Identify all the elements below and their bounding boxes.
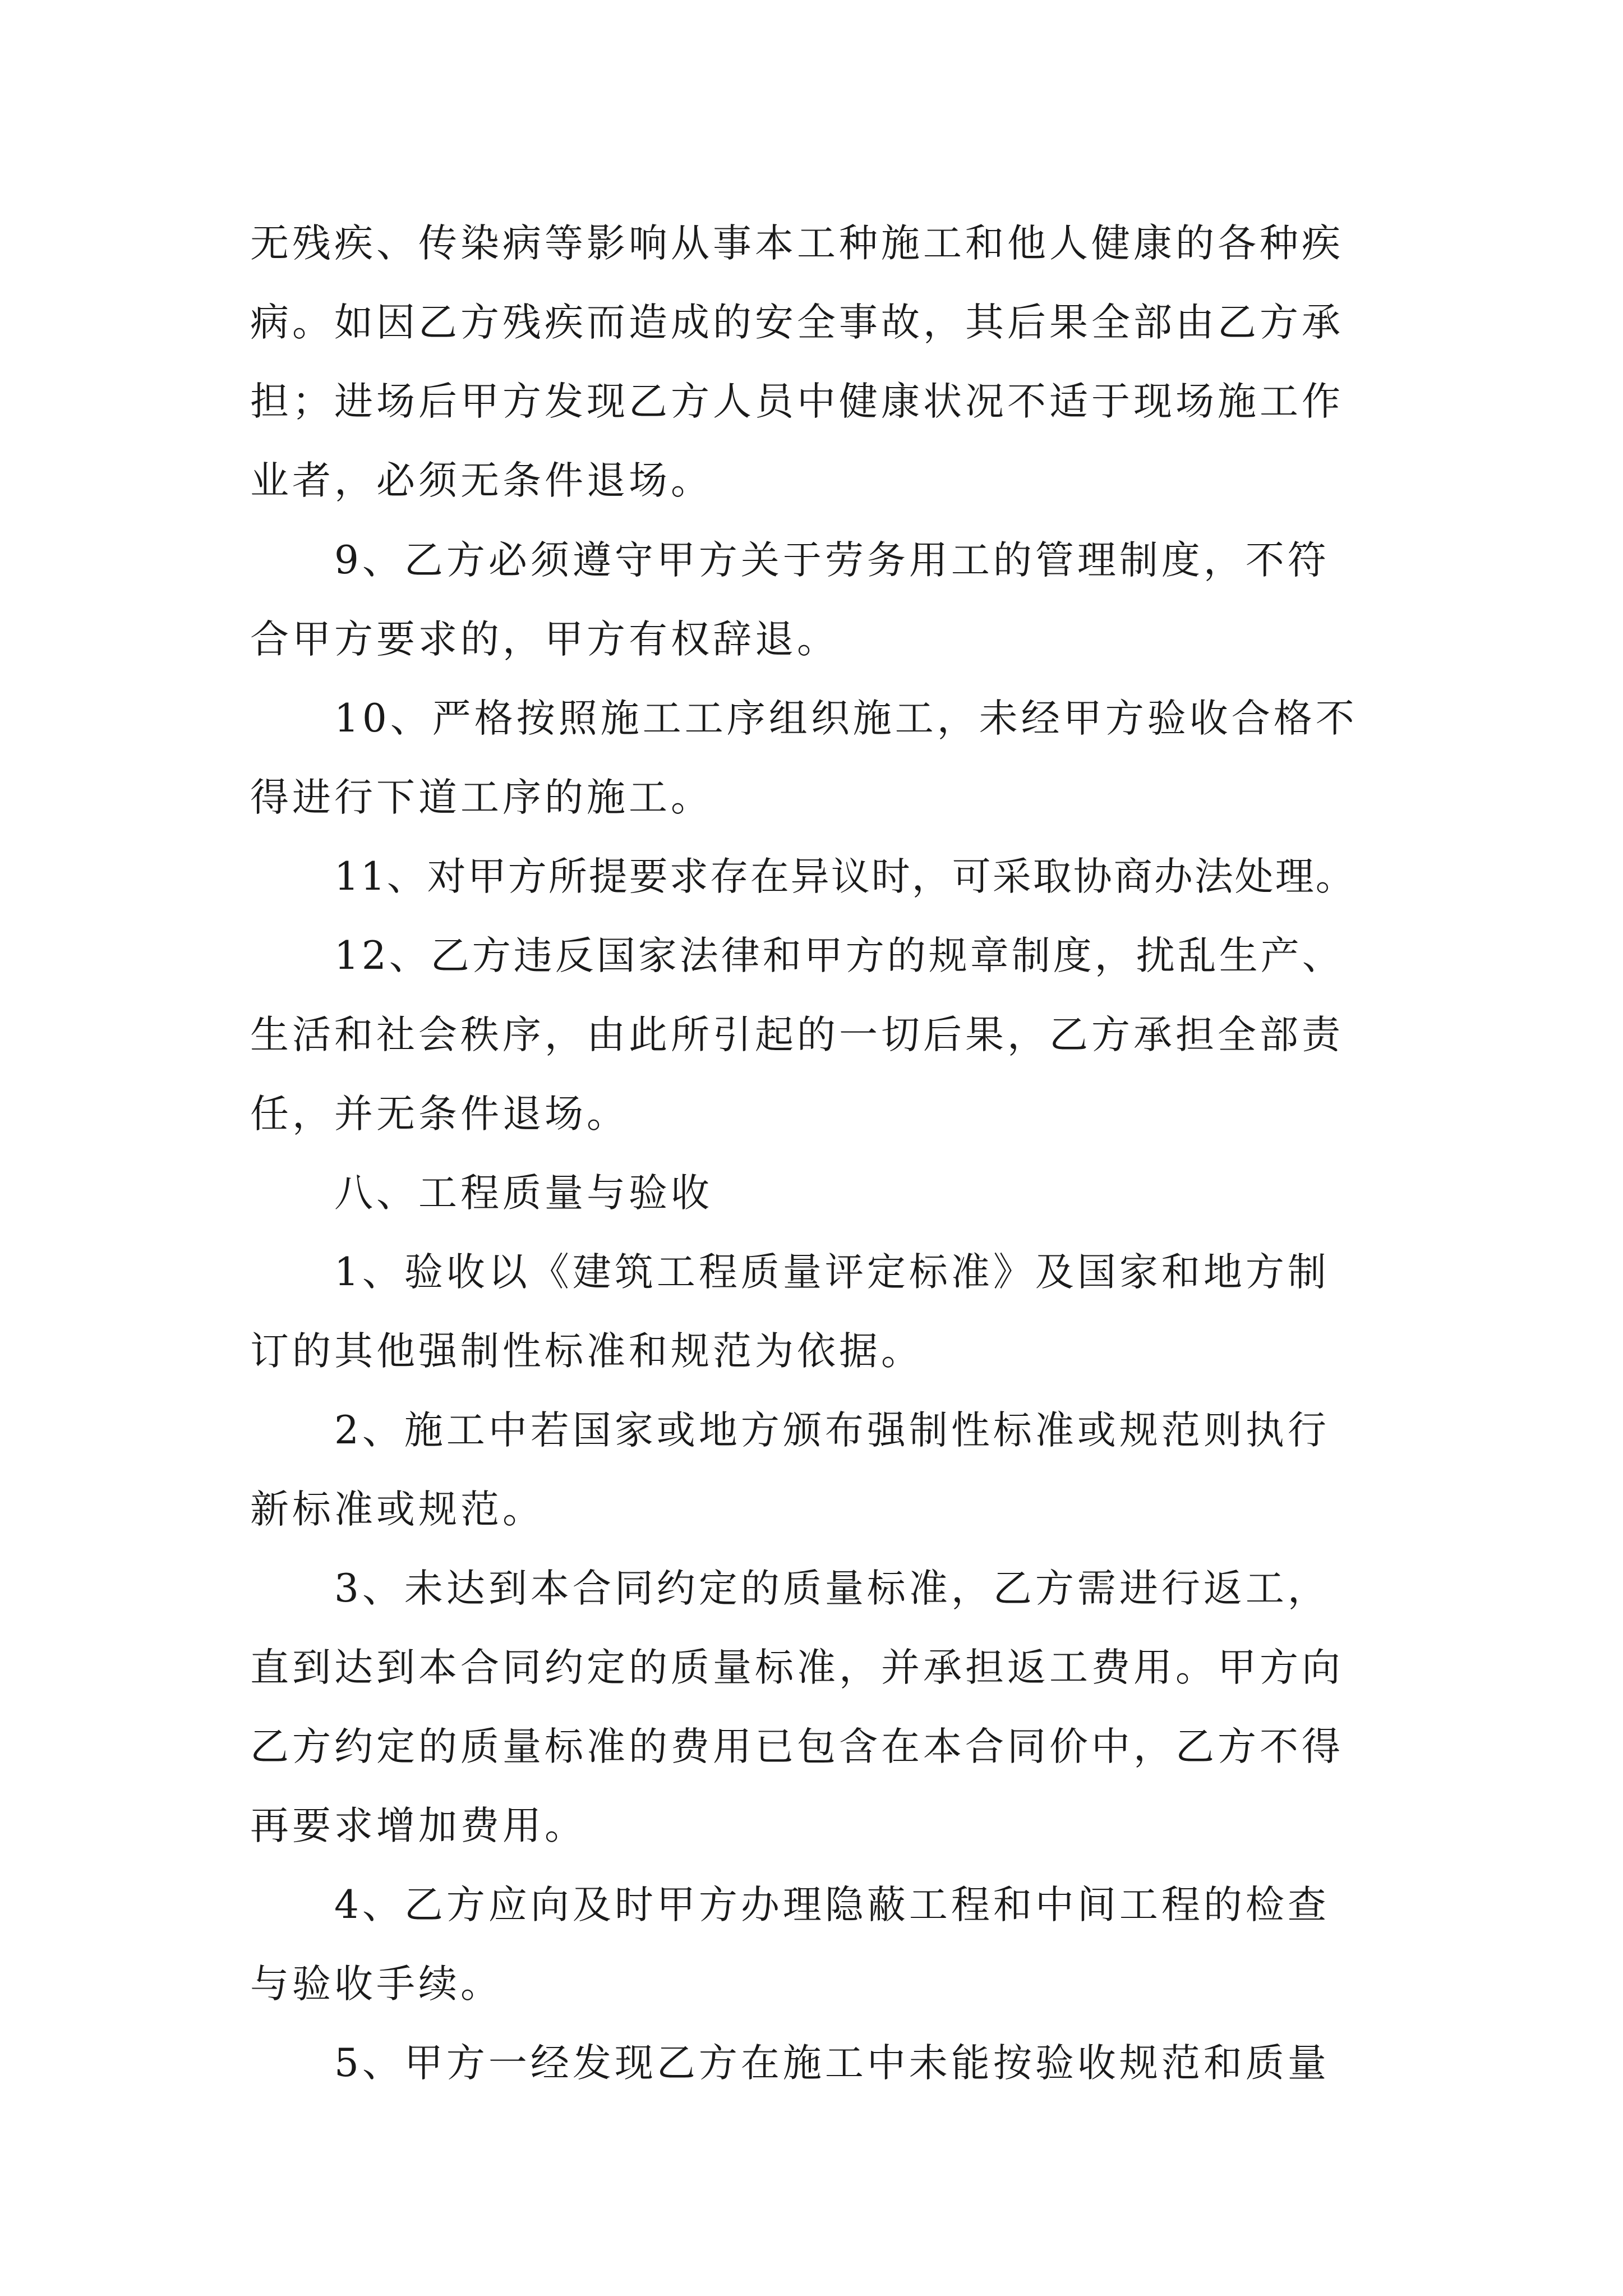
section-heading: 八、工程质量与验收: [334, 1171, 713, 1216]
text-line: 11、对甲方所提要求存在异议时，可采取协商办法处理。: [334, 854, 1356, 899]
text-line: 2、施工中若国家或地方颁布强制性标准或规范则执行: [334, 1408, 1330, 1453]
text-line: 无残疾、传染病等影响从事本工种施工和他人健康的各种疾: [250, 221, 1344, 266]
text-line: 12、乙方违反国家法律和甲方的规章制度，扰乱生产、: [334, 933, 1344, 978]
text-line: 业者，必须无条件退场。: [250, 458, 713, 503]
text-line: 得进行下道工序的施工。: [250, 775, 713, 820]
text-line: 10、严格按照施工工序组织施工，未经甲方验收合格不: [334, 696, 1358, 741]
text-line: 再要求增加费用。: [250, 1803, 587, 1848]
text-line: 4、乙方应向及时甲方办理隐蔽工程和中间工程的检查: [334, 1883, 1330, 1927]
text-line: 任，并无条件退场。: [250, 1092, 629, 1137]
text-line: 病。如因乙方残疾而造成的安全事故，其后果全部由乙方承: [250, 300, 1344, 345]
text-line: 生活和社会秩序，由此所引起的一切后果，乙方承担全部责: [250, 1013, 1344, 1057]
text-line: 3、未达到本合同约定的质量标准，乙方需进行返工，: [334, 1566, 1330, 1611]
text-line: 新标准或规范。: [250, 1487, 545, 1532]
text-line: 5、甲方一经发现乙方在施工中未能按验收规范和质量: [334, 2041, 1330, 2086]
text-line: 担；进场后甲方发现乙方人员中健康状况不适于现场施工作: [250, 379, 1344, 424]
text-line: 合甲方要求的，甲方有权辞退。: [250, 617, 839, 662]
text-line: 1、验收以《建筑工程质量评定标准》及国家和地方制: [334, 1250, 1330, 1295]
text-line: 9、乙方必须遵守甲方关于劳务用工的管理制度，不符: [334, 538, 1330, 583]
text-line: 乙方约定的质量标准的费用已包含在本合同价中，乙方不得: [250, 1724, 1344, 1769]
text-line: 与验收手续。: [250, 1962, 502, 2007]
text-line: 直到达到本合同约定的质量标准，并承担返工费用。甲方向: [250, 1645, 1344, 1690]
text-line: 订的其他强制性标准和规范为依据。: [250, 1329, 923, 1374]
